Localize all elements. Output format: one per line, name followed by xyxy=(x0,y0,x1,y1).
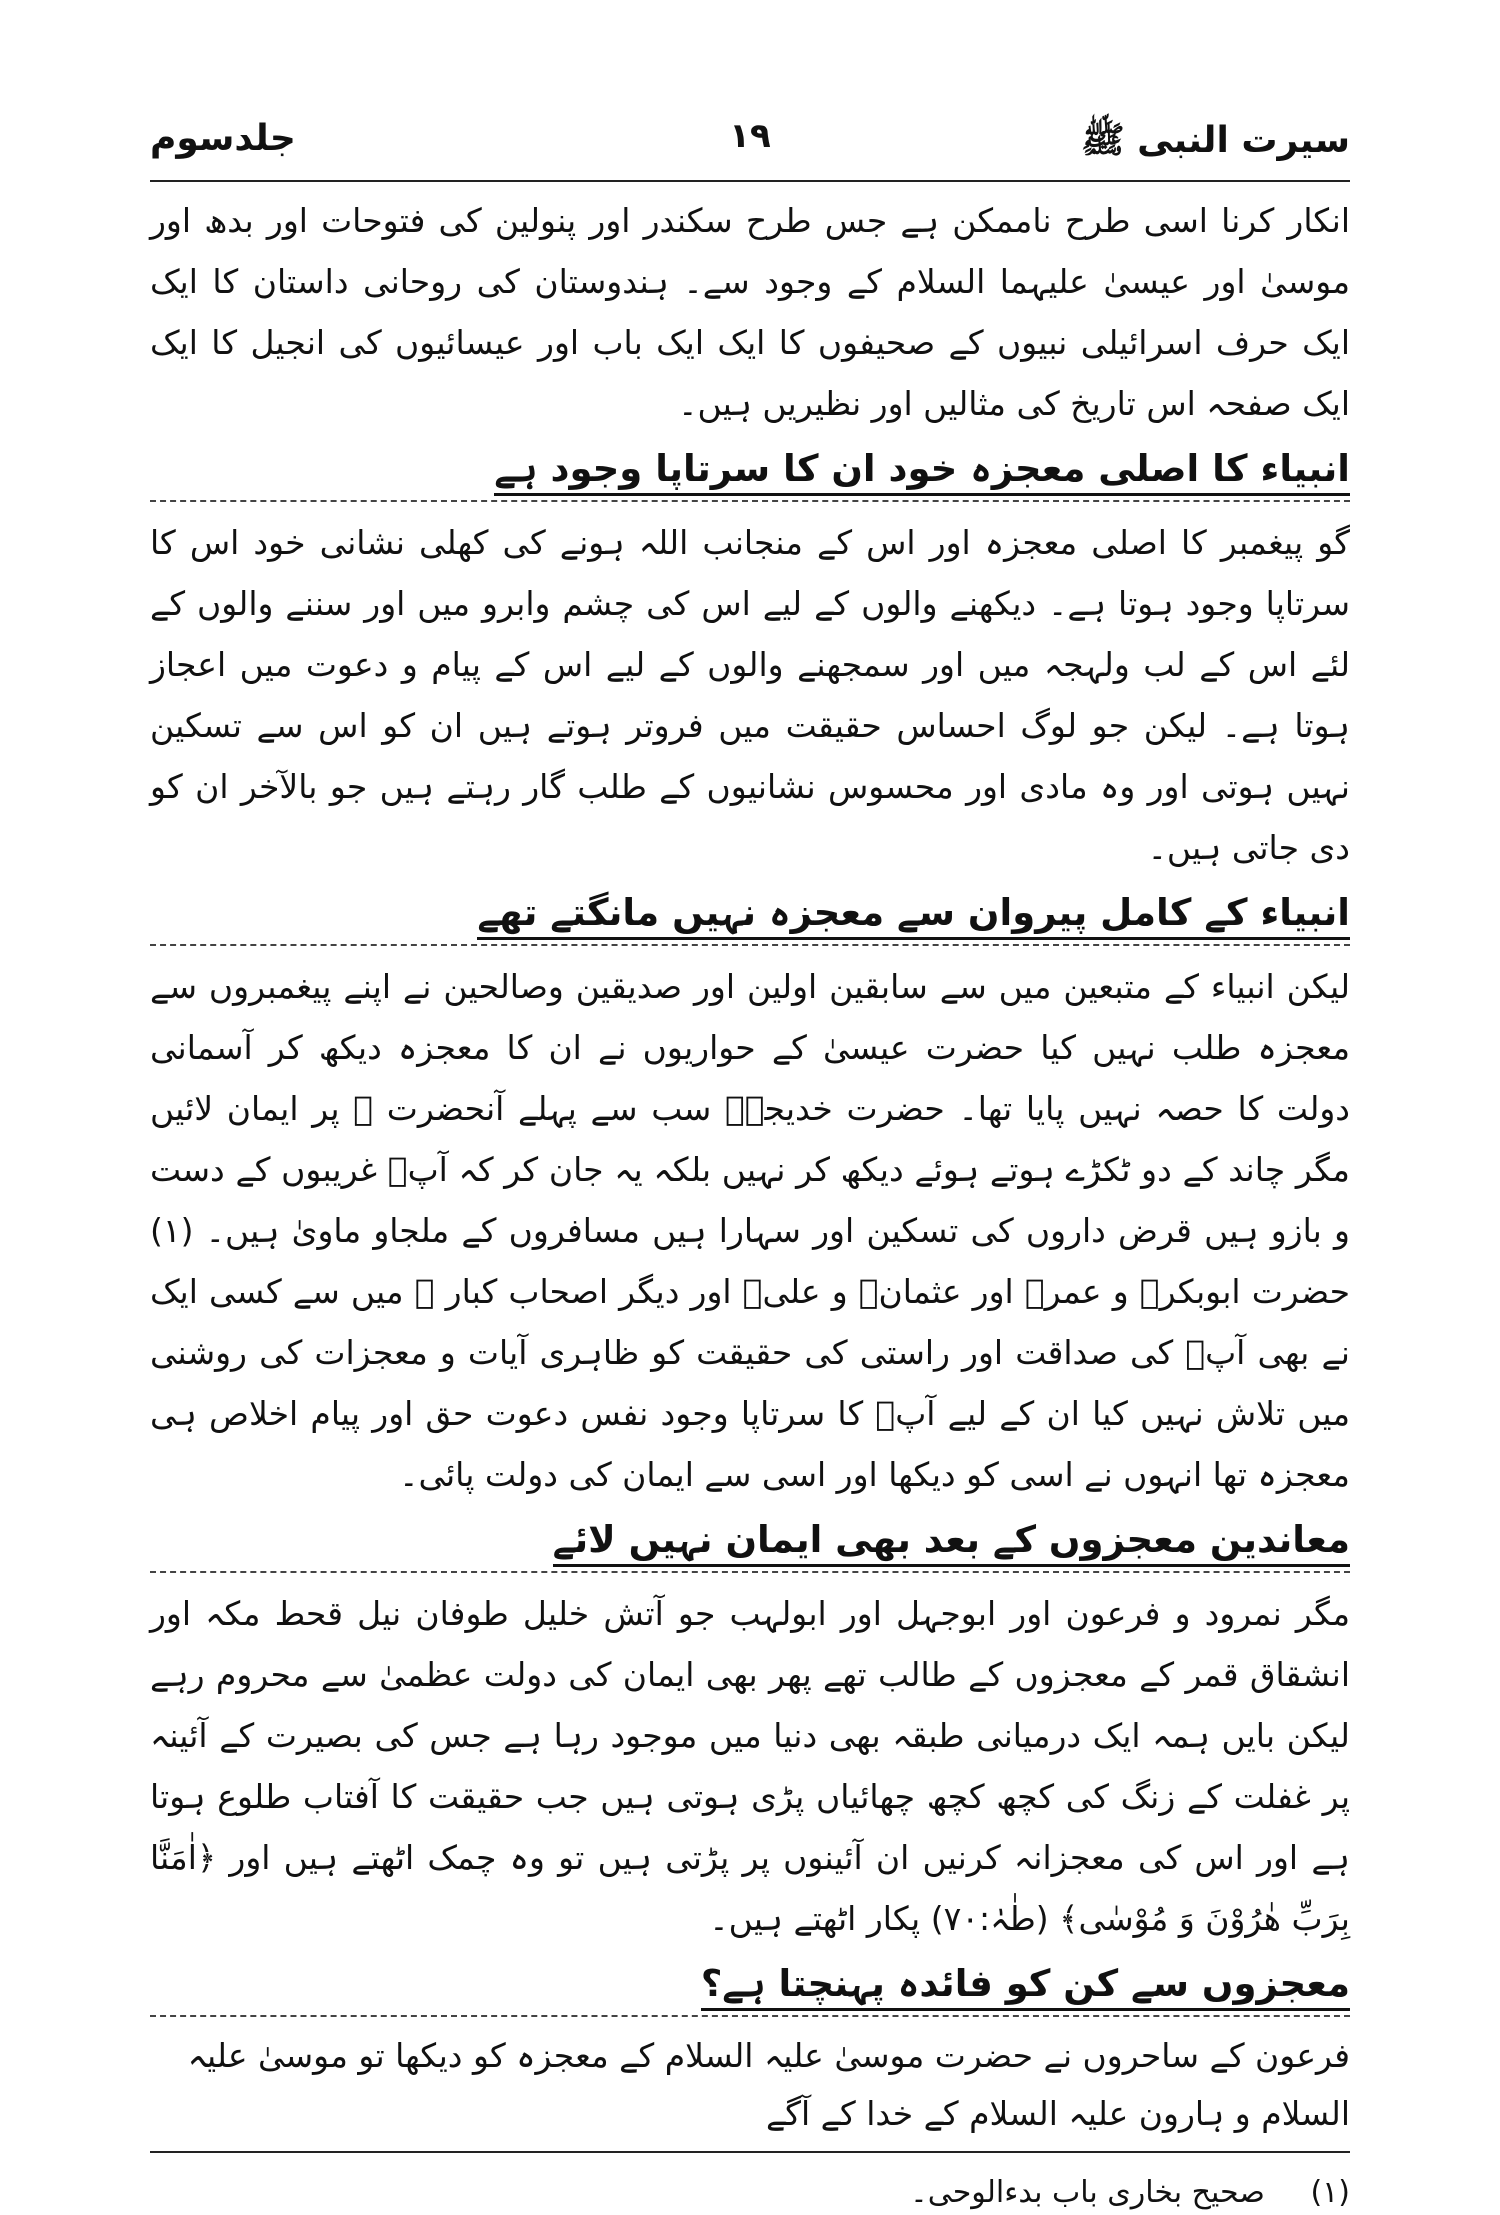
paragraph-1: انکار کرنا اسی طرح ناممکن ہے جس طرح سکندر اور پنولین کی فتوحات اور بدھ اور موسیٰ اور عیسیٰ علیہما السلام کے وجود سے۔ ہندوستان کی روحانی داستان کا ایک ایک حرف اسرائیلی نبیوں کے صحیفوں کا ایک ایک باب اور عیسائیوں کی انجیل کا ایک ایک صفحہ اس تاریخ کی مثالیں اور نظیریں ہیں۔ xyxy=(150,201,1350,423)
volume-label: جلدسوم xyxy=(150,118,296,159)
paragraph-2: گو پیغمبر کا اصلی معجزہ اور اس کے منجانب اللہ ہونے کی کھلی نشانی خود اس کا سرتاپا وجود ہوتا ہے۔ دیکھنے والوں کے لیے اس کی چشم وابرو میں اور سننے والوں کے لئے اس کے لب ولہجہ میں اور سمجھنے والوں کے لیے اس کے پیام و دعوت میں اعجاز ہوتا ہے۔ لیکن جو لوگ احساس حقیقت میں فروتر ہوتے ہیں ان کو اس سے تسکین نہیں ہوتی اور وہ مادی اور محسوس نشانیوں کے طلب گار رہتے ہیں جو بالآخر ان کو دی جاتی ہیں۔ xyxy=(150,523,1350,867)
section-heading-1 xyxy=(150,440,1350,502)
section-heading-2 xyxy=(150,884,1350,946)
heading-text: معاندین معجزوں کے بعد بھی ایمان نہیں لائے xyxy=(553,1518,1350,1567)
paragraph-3: لیکن انبیاء کے متبعین میں سے سابقین اولین اور صدیقین وصالحین نے اپنے پیغمبروں سے معجزہ طلب نہیں کیا حضرت عیسیٰ کے حواریوں نے ان کا معجزہ دیکھ کر آسمانی دولت کا حصہ نہیں پایا تھا۔ حضرت خدیجہؓ سب سے پہلے آنحضرت ﷺ پر ایمان لائیں مگر چاند کے دو ٹکڑے ہوتے ہوئے دیکھ کر نہیں بلکہ یہ جان کر کہ آپؐ غریبوں کے دست و بازو ہیں قرض داروں کی تسکین اور سہارا ہیں مسافروں کے ملجاو ماویٰ ہیں۔ (۱) حضرت ابوبکرؓ و عمرؓ اور عثمانؓ و علیؓ اور دیگر اصحاب کبار ﷺ میں سے کسی ایک نے بھی آپؐ کی صداقت اور راستی کی حقیقت کو ظاہری آیات و معجزات کی روشنی میں تلاش نہیں کیا ان کے لیے آپؐ کا سرتاپا وجود نفس دعوت حق اور پیام اخلاص ہی معجزہ تھا انہوں نے اسی کو دیکھا اور اسی سے ایمان کی دولت پائی۔ xyxy=(150,967,1350,1494)
heading-text: انبیاء کے کامل پیروان سے معجزہ نہیں مانگتے تھے xyxy=(477,891,1350,940)
book-page xyxy=(150,110,1350,2210)
heading-text: انبیاء کا اصلی معجزہ خود ان کا سرتاپا وجود ہے xyxy=(494,447,1350,496)
paragraph-4: مگر نمرود و فرعون اور ابوجہل اور ابولہب جو آتش خلیل طوفان نیل قحط مکہ اور انشقاق قمر کے معجزوں کے طالب تھے پھر بھی ایمان کی دولت عظمیٰ سے محروم رہے لیکن بایں ہمہ ایک درمیانی طبقہ بھی دنیا میں موجود رہا ہے جس کی بصیرت کے آئینہ پر غفلت کے زنگ کی کچھ کچھ چھائیاں پڑی ہوتی ہیں جب حقیقت کا آفتاب طلوع ہوتا ہے اور اس کی معجزانہ کرنیں ان آئینوں پر پڑتی ہیں تو وہ چمک اٹھتے ہیں اور ﴿اٰمَنَّا بِرَبِّ هٰرُوْنَ وَ مُوْسٰى﴾ (طٰہٰ:۷۰) پکار اٹھتے ہیں۔ xyxy=(150,1594,1350,1938)
heading-text: معجزوں سے کن کو فائدہ پہنچتا ہے؟ xyxy=(701,1962,1350,2011)
book-title: سیرت النبی ﷺ xyxy=(1081,120,1350,161)
paragraph-5: فرعون کے ساحروں نے حضرت موسیٰ علیہ السلام کے معجزہ کو دیکھا تو موسیٰ علیہ السلام و ہارون علیہ السلام کے خدا کے آگے xyxy=(150,2027,1350,2153)
footnote-text: صحیح بخاری باب بدءالوحی۔ xyxy=(910,2175,1265,2210)
footnote xyxy=(150,2171,1350,2215)
section-heading-3 xyxy=(150,1511,1350,1573)
section-heading-4 xyxy=(150,1955,1350,2017)
page-header xyxy=(150,110,1350,182)
footnote-number: (۱) xyxy=(1310,2175,1350,2210)
page-number: ۱۹ xyxy=(729,116,771,156)
